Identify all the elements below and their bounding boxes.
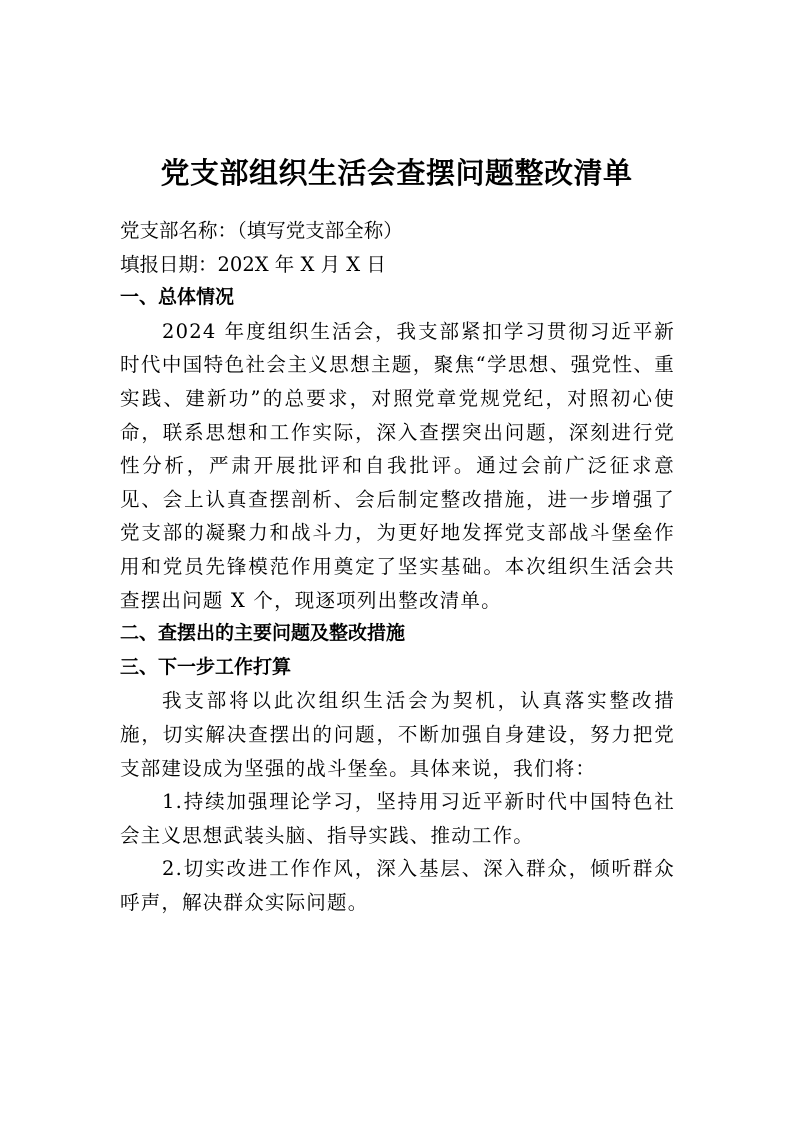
document-body bbox=[120, 214, 675, 919]
section-heading-next-steps: 三、下一步工作打算 bbox=[120, 655, 292, 678]
section-paragraph-overall: 2024 年度组织生活会，我支部紧扣学习贯彻习近平新时代中国特色社会主义思想主题，聚焦“学思想、强党性、重实践、建新功”的总要求，对照党章党规党纪，对照初心使命，联系思想和工作实际，深入查摆突出问题，深刻进行党性分析，严肃开展批评和自我批评。通过会前广泛征求意见、会上认真查摆剖析、会后制定整改措施，进一步增强了党支部的凝聚力和战斗力，为更好地发挥党支部战斗堡垒作用和党员先锋模范作用奠定了坚实基础。本次组织生活会共查摆出问题 X 个，现逐项列出整改清单。 bbox=[120, 319, 675, 612]
section-heading-overall: 一、总体情况 bbox=[120, 286, 235, 309]
branch-name-line: 党支部名称：（填写党支部全称） bbox=[120, 219, 403, 242]
document-title: 党支部组织生活会查摆问题整改清单 bbox=[160, 156, 633, 191]
list-item: 1.持续加强理论学习，坚持用习近平新时代中国特色社会主义思想武装头脑、指导实践、推动工作。 bbox=[120, 790, 675, 847]
list-item: 2.切实改进工作作风，深入基层、深入群众，倾听群众呼声，解决群众实际问题。 bbox=[120, 857, 675, 914]
report-date-line: 填报日期：202X 年 X 月 X 日 bbox=[120, 252, 386, 276]
section-paragraph-next-steps: 我支部将以此次组织生活会为契机，认真落实整改措施，切实解决查摆出的问题，不断加强自身建设，努力把党支部建设成为坚强的战斗堡垒。具体来说，我们将： bbox=[120, 689, 675, 780]
section-heading-problems: 二、查摆出的主要问题及整改措施 bbox=[120, 622, 406, 645]
